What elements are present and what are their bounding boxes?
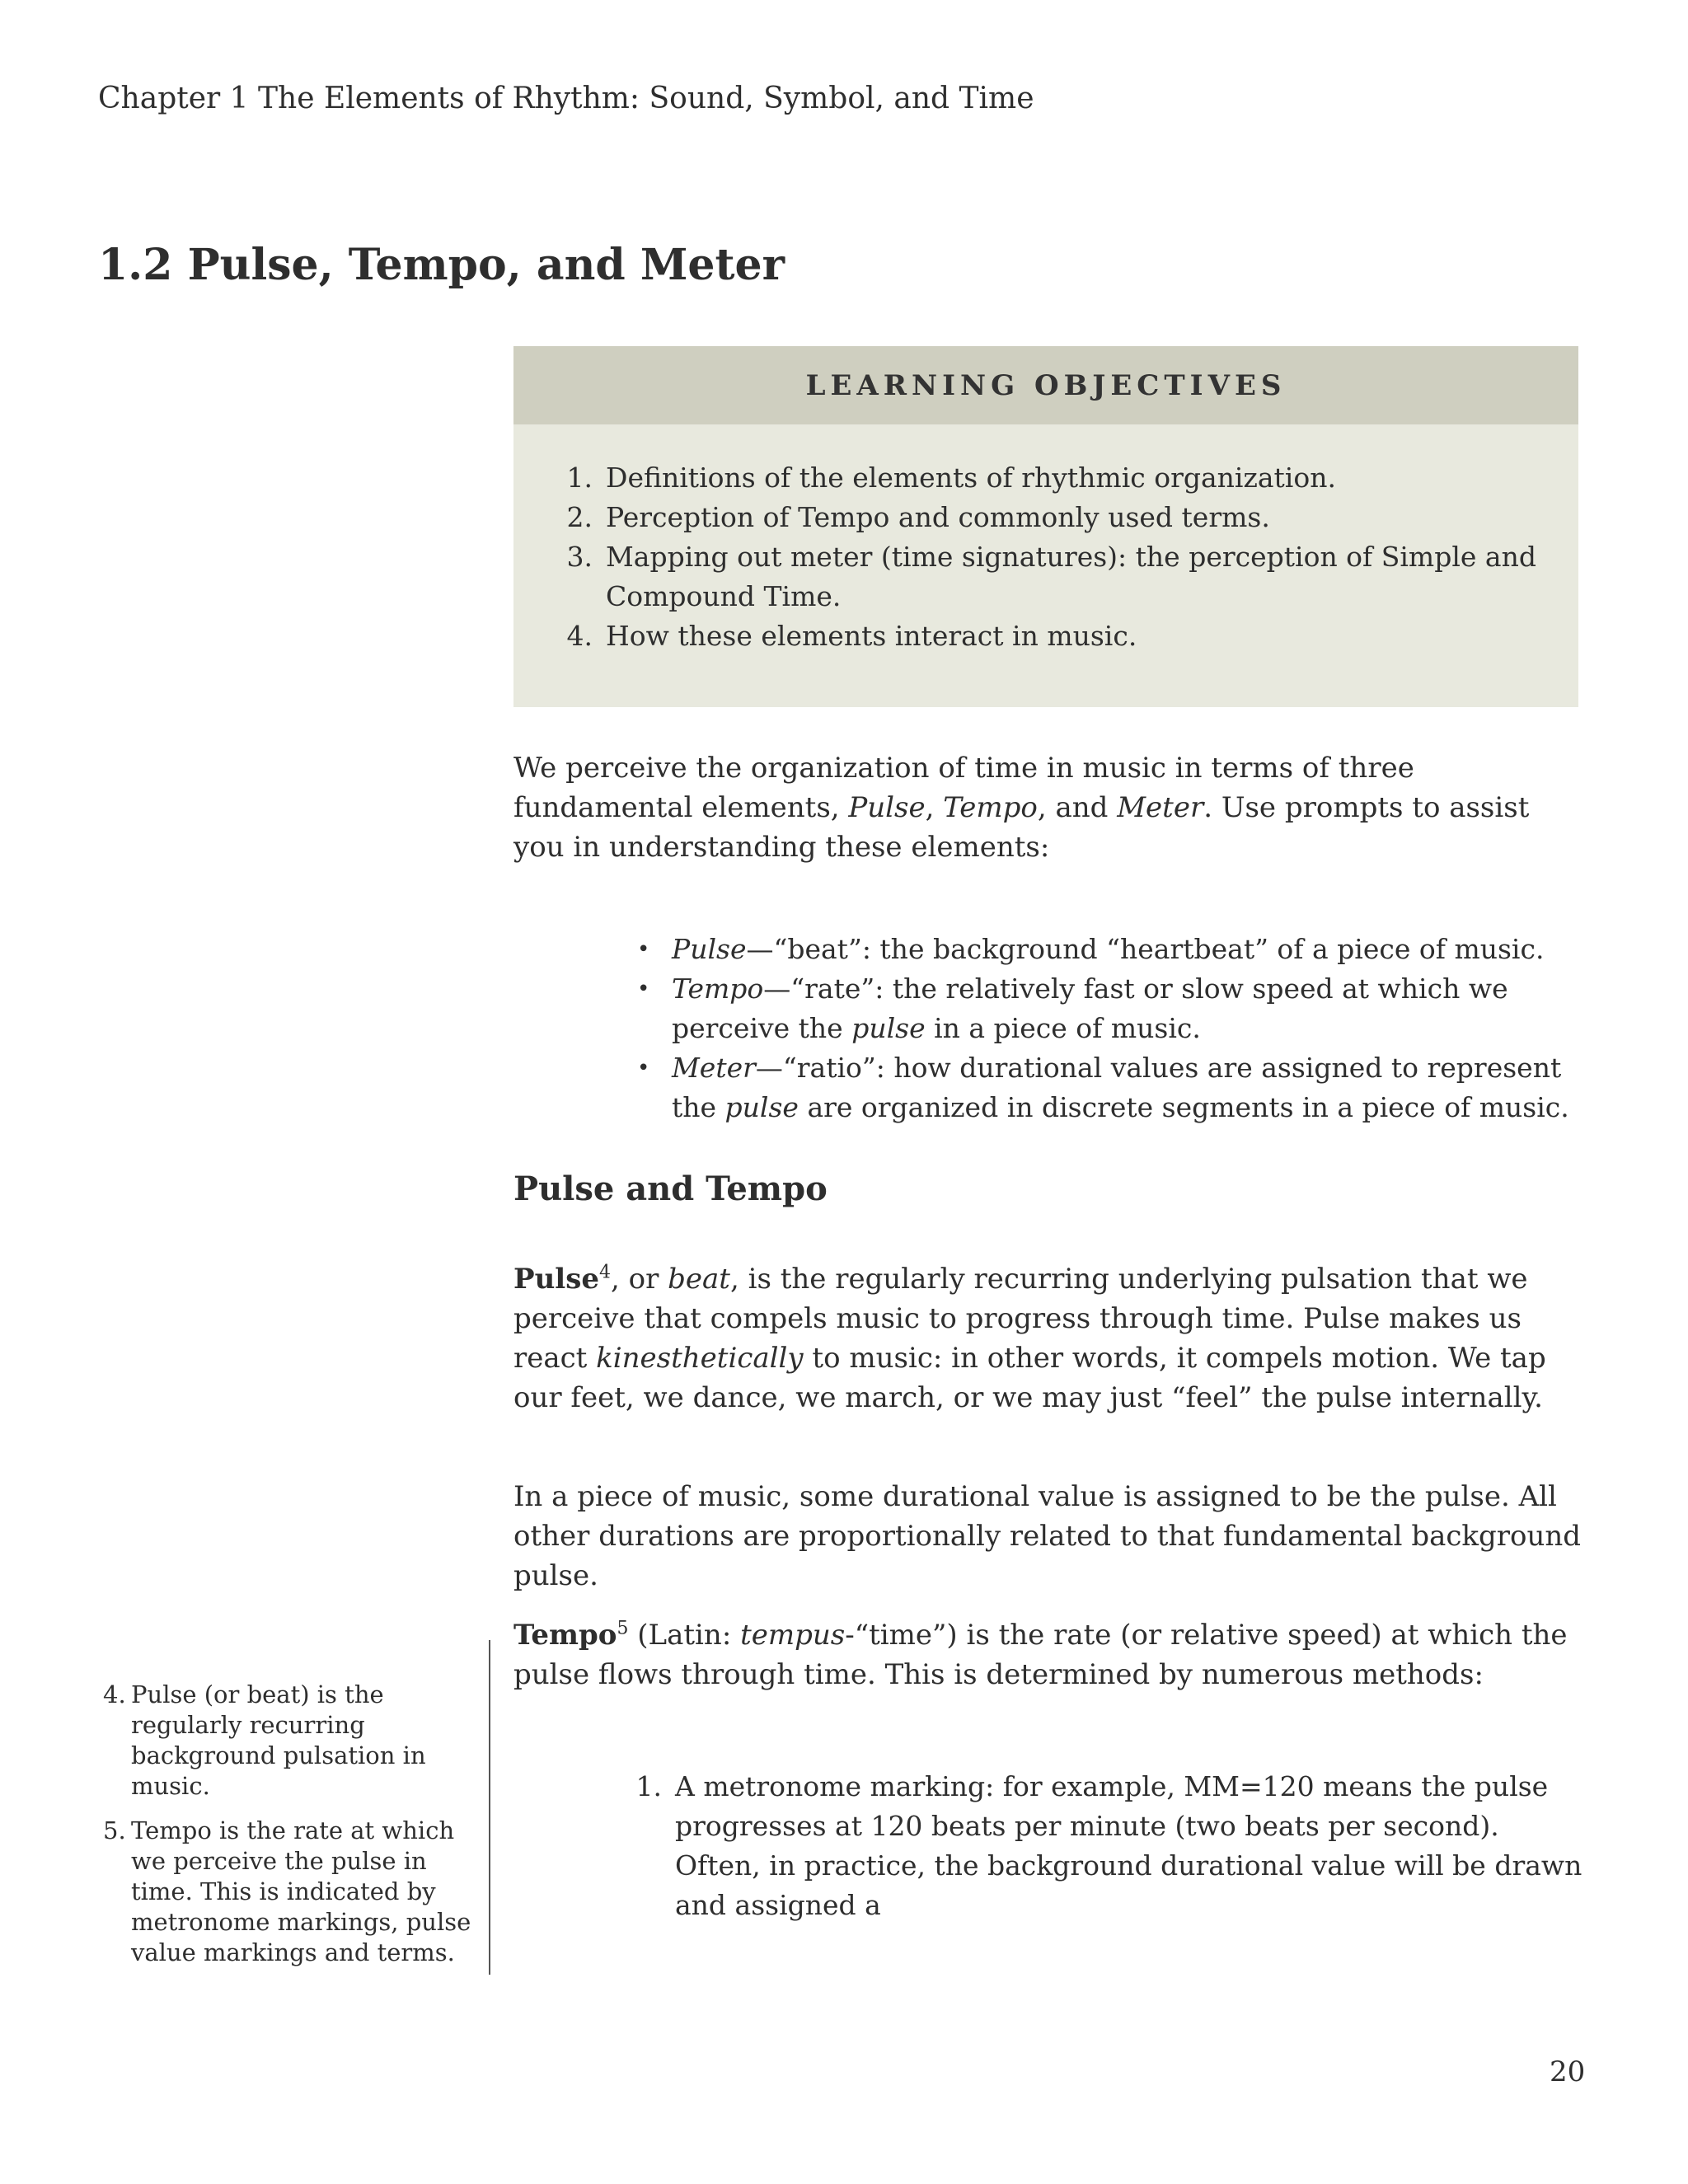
learning-objectives-list [560, 458, 1540, 656]
definition-text: —“ratio”: how durational values are assigned to represent the [672, 1052, 1562, 1123]
objective-text: Definitions of the elements of rhythmic organization. [606, 462, 1336, 494]
paragraph-text: to music: in other words, it compels motion. We tap our feet, we dance, we march, or we may just “feel” the pulse internally. [513, 1342, 1546, 1414]
main-column [513, 748, 1585, 1921]
tempo-paragraph [513, 1615, 1585, 1694]
definition-emphasis: pulse [851, 1012, 926, 1044]
objective-number: 3. [566, 541, 593, 573]
pulse-paragraph [513, 1259, 1585, 1418]
intro-text: We perceive the organization of time in music in terms of three fundamental elements, [513, 752, 1414, 824]
definition-item [637, 930, 1585, 969]
intro-term-tempo: Tempo [943, 791, 1038, 824]
marginal-note [103, 1816, 474, 1968]
paragraph-emphasis: kinesthetically [596, 1342, 804, 1375]
intro-term-meter: Meter [1117, 791, 1204, 824]
running-head: Chapter 1 The Elements of Rhythm: Sound, Symbol, and Time [98, 82, 1034, 115]
objective-number: 2. [566, 501, 593, 533]
objective-number: 1. [566, 462, 593, 494]
marginal-note-number: 4. [103, 1680, 126, 1708]
marginal-note-number: 5. [103, 1816, 126, 1844]
marginal-notes [103, 1680, 474, 1982]
method-text: A metronome marking: for example, MM=120 means the pulse progresses at 120 beats per minute (two beats per second). Often, in practice, the background durational value will be drawn and assigned a [675, 1770, 1582, 1921]
marginal-note-text: Tempo is the rate at which we perceive the pulse in time. This is indicated by metronome markings, pulse value markings and terms. [131, 1816, 471, 1966]
definition-text: in a piece of music. [925, 1012, 1201, 1044]
learning-objectives-heading: LEARNING OBJECTIVES [805, 368, 1287, 402]
objective-item [560, 458, 1540, 498]
objective-text: How these elements interact in music. [606, 620, 1137, 652]
definition-text: —“rate”: the relatively fast or slow speed at which we perceive the [672, 972, 1508, 1044]
paragraph-text: -“time”) is the rate (or relative speed) at which the pulse flows through time. This is determined by numerous methods: [513, 1619, 1568, 1691]
pulse-term: Pulse [513, 1263, 599, 1296]
definition-term: Tempo [672, 972, 764, 1005]
paragraph-emphasis: beat [668, 1263, 730, 1296]
bullet: • [637, 1056, 650, 1080]
learning-objectives-header [513, 346, 1578, 424]
definitions-list [637, 930, 1585, 1127]
paragraph-emphasis: tempus [740, 1619, 846, 1652]
learning-objectives-box [513, 346, 1578, 707]
intro-paragraph [513, 748, 1585, 867]
definition-item [637, 969, 1585, 1048]
marginal-note-rule [489, 1640, 490, 1975]
objective-text: Perception of Tempo and commonly used terms. [606, 501, 1270, 533]
subheading-pulse-and-tempo: Pulse and Tempo [513, 1169, 828, 1208]
objective-text: Mapping out meter (time signatures): the perception of Simple and Compound Time. [606, 541, 1536, 612]
objective-item [560, 537, 1540, 616]
intro-text: , and [1037, 791, 1118, 824]
paragraph-text: , is the regularly recurring underlying pulsation that we perceive that compels music to progress through time. Pulse makes us react [513, 1263, 1528, 1375]
footnote-ref-5[interactable]: 5 [617, 1618, 629, 1639]
objective-number: 4. [566, 620, 593, 652]
bullet: • [637, 977, 650, 1001]
definition-item [637, 1048, 1585, 1127]
section-title: 1.2 Pulse, Tempo, and Meter [98, 240, 785, 290]
definition-emphasis: pulse [724, 1091, 799, 1123]
intro-term-pulse: Pulse [848, 791, 926, 824]
page-number: 20 [1550, 2055, 1586, 2088]
method-item [629, 1767, 1585, 1925]
marginal-note-text: Pulse (or beat) is the regularly recurring background pulsation in music. [131, 1680, 426, 1800]
objective-item [560, 616, 1540, 656]
paragraph-text: (Latin: [628, 1619, 741, 1652]
paragraph-text: , or [610, 1263, 668, 1296]
bullet: • [637, 937, 650, 962]
marginal-note [103, 1680, 474, 1802]
intro-text: , [925, 791, 944, 824]
definition-text: —“beat”: the background “heartbeat” of a piece of music. [746, 933, 1545, 965]
objective-item [560, 498, 1540, 537]
method-number: 1. [635, 1770, 662, 1802]
footnote-ref-4[interactable]: 4 [598, 1262, 611, 1283]
definition-term: Meter [672, 1052, 756, 1084]
definition-text: are organized in discrete segments in a piece of music. [798, 1091, 1569, 1123]
intro-text: . Use prompts to assist you in understanding these elements: [513, 791, 1530, 864]
durations-paragraph: In a piece of music, some durational value is assigned to be the pulse. All other durations are proportionally related to that fundamental background pulse. [513, 1480, 1582, 1592]
methods-list [629, 1767, 1585, 1925]
definition-term: Pulse [672, 933, 747, 965]
tempo-term: Tempo [513, 1619, 617, 1652]
